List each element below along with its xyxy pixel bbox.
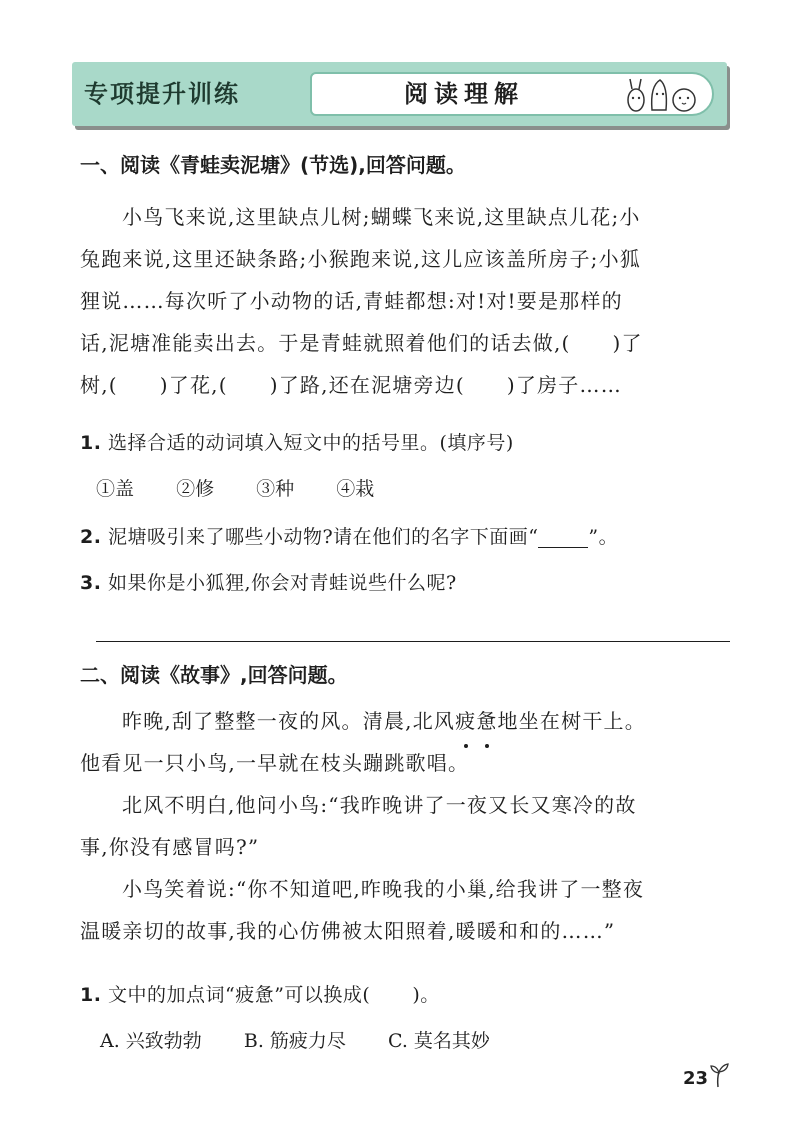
choice-item: A. 兴致勃勃 <box>100 1030 202 1052</box>
passage-line: 北风不明白,他问小鸟:“我昨晚讲了一夜又长又寒冷的故 <box>122 793 637 817</box>
header-banner <box>72 62 727 126</box>
passage-line: 小鸟飞来说,这里缺点儿树;蝴蝶飞来说,这里缺点儿花;小 <box>122 205 641 229</box>
passage-line: 兔跑来说,这里还缺条路;小猴跑来说,这儿应该盖所房子;小狐 <box>80 247 641 271</box>
option-item: ③种 <box>256 478 295 500</box>
question-2-1: 1. 文中的加点词“疲惫”可以换成( )。 <box>80 984 440 1006</box>
option-item: ②修 <box>176 478 215 500</box>
verb-options <box>96 474 410 504</box>
option-item: ①盖 <box>96 478 135 500</box>
passage-line: 他看见一只小鸟,一早就在枝头蹦跳歌唱。 <box>80 751 470 775</box>
passage-line: 小鸟笑着说:“你不知道吧,昨晚我的小巢,给我讲了一整夜 <box>122 877 645 901</box>
question-1-3: 3. 如果你是小狐狸,你会对青蛙说些什么呢? <box>80 572 457 594</box>
question-1-2: 2. 泥塘吸引来了哪些小动物?请在他们的名字下面画“ ”。 <box>80 526 619 548</box>
choice-item: C. 莫名其妙 <box>387 1030 490 1052</box>
answer-line[interactable] <box>96 641 730 642</box>
passage-2 <box>80 700 730 952</box>
sprout-icon <box>708 1062 730 1088</box>
mascot-illustration <box>622 76 698 114</box>
choice-options <box>100 1026 526 1056</box>
passage-line: 事,你没有感冒吗?” <box>80 835 260 859</box>
emphasis-char: 惫 <box>476 700 497 742</box>
section-1-title: 一、阅读《青蛙卖泥塘》(节选),回答问题。 <box>80 153 466 177</box>
passage-1 <box>80 196 730 406</box>
topic-box <box>310 72 714 116</box>
emphasis-char: 疲 <box>455 700 476 742</box>
passage-line: 昨晚,刮了整整一夜的风。清晨,北风疲惫地坐在树干上。 <box>122 700 730 742</box>
option-item: ④栽 <box>336 478 375 500</box>
passage-line: 树,( )了花,( )了路,还在泥塘旁边( )了房子…… <box>80 373 622 397</box>
passage-line: 温暖亲切的故事,我的心仿佛被太阳照着,暖暖和和的……” <box>80 919 616 943</box>
choice-item: B. 筋疲力尽 <box>243 1030 346 1052</box>
topic-title: 阅读理解 <box>404 80 524 108</box>
underline-sample <box>538 529 588 548</box>
passage-line: 话,泥塘准能卖出去。于是青蛙就照着他们的话去做,( )了 <box>80 331 643 355</box>
passage-line: 狸说……每次听了小动物的话,青蛙都想:对!对!要是那样的 <box>80 289 623 313</box>
section-2-title: 二、阅读《故事》,回答问题。 <box>80 663 348 687</box>
page-number: 23 <box>683 1068 709 1089</box>
question-1-1: 1. 选择合适的动词填入短文中的括号里。(填序号) <box>80 432 514 454</box>
series-label: 专项提升训练 <box>84 80 240 108</box>
